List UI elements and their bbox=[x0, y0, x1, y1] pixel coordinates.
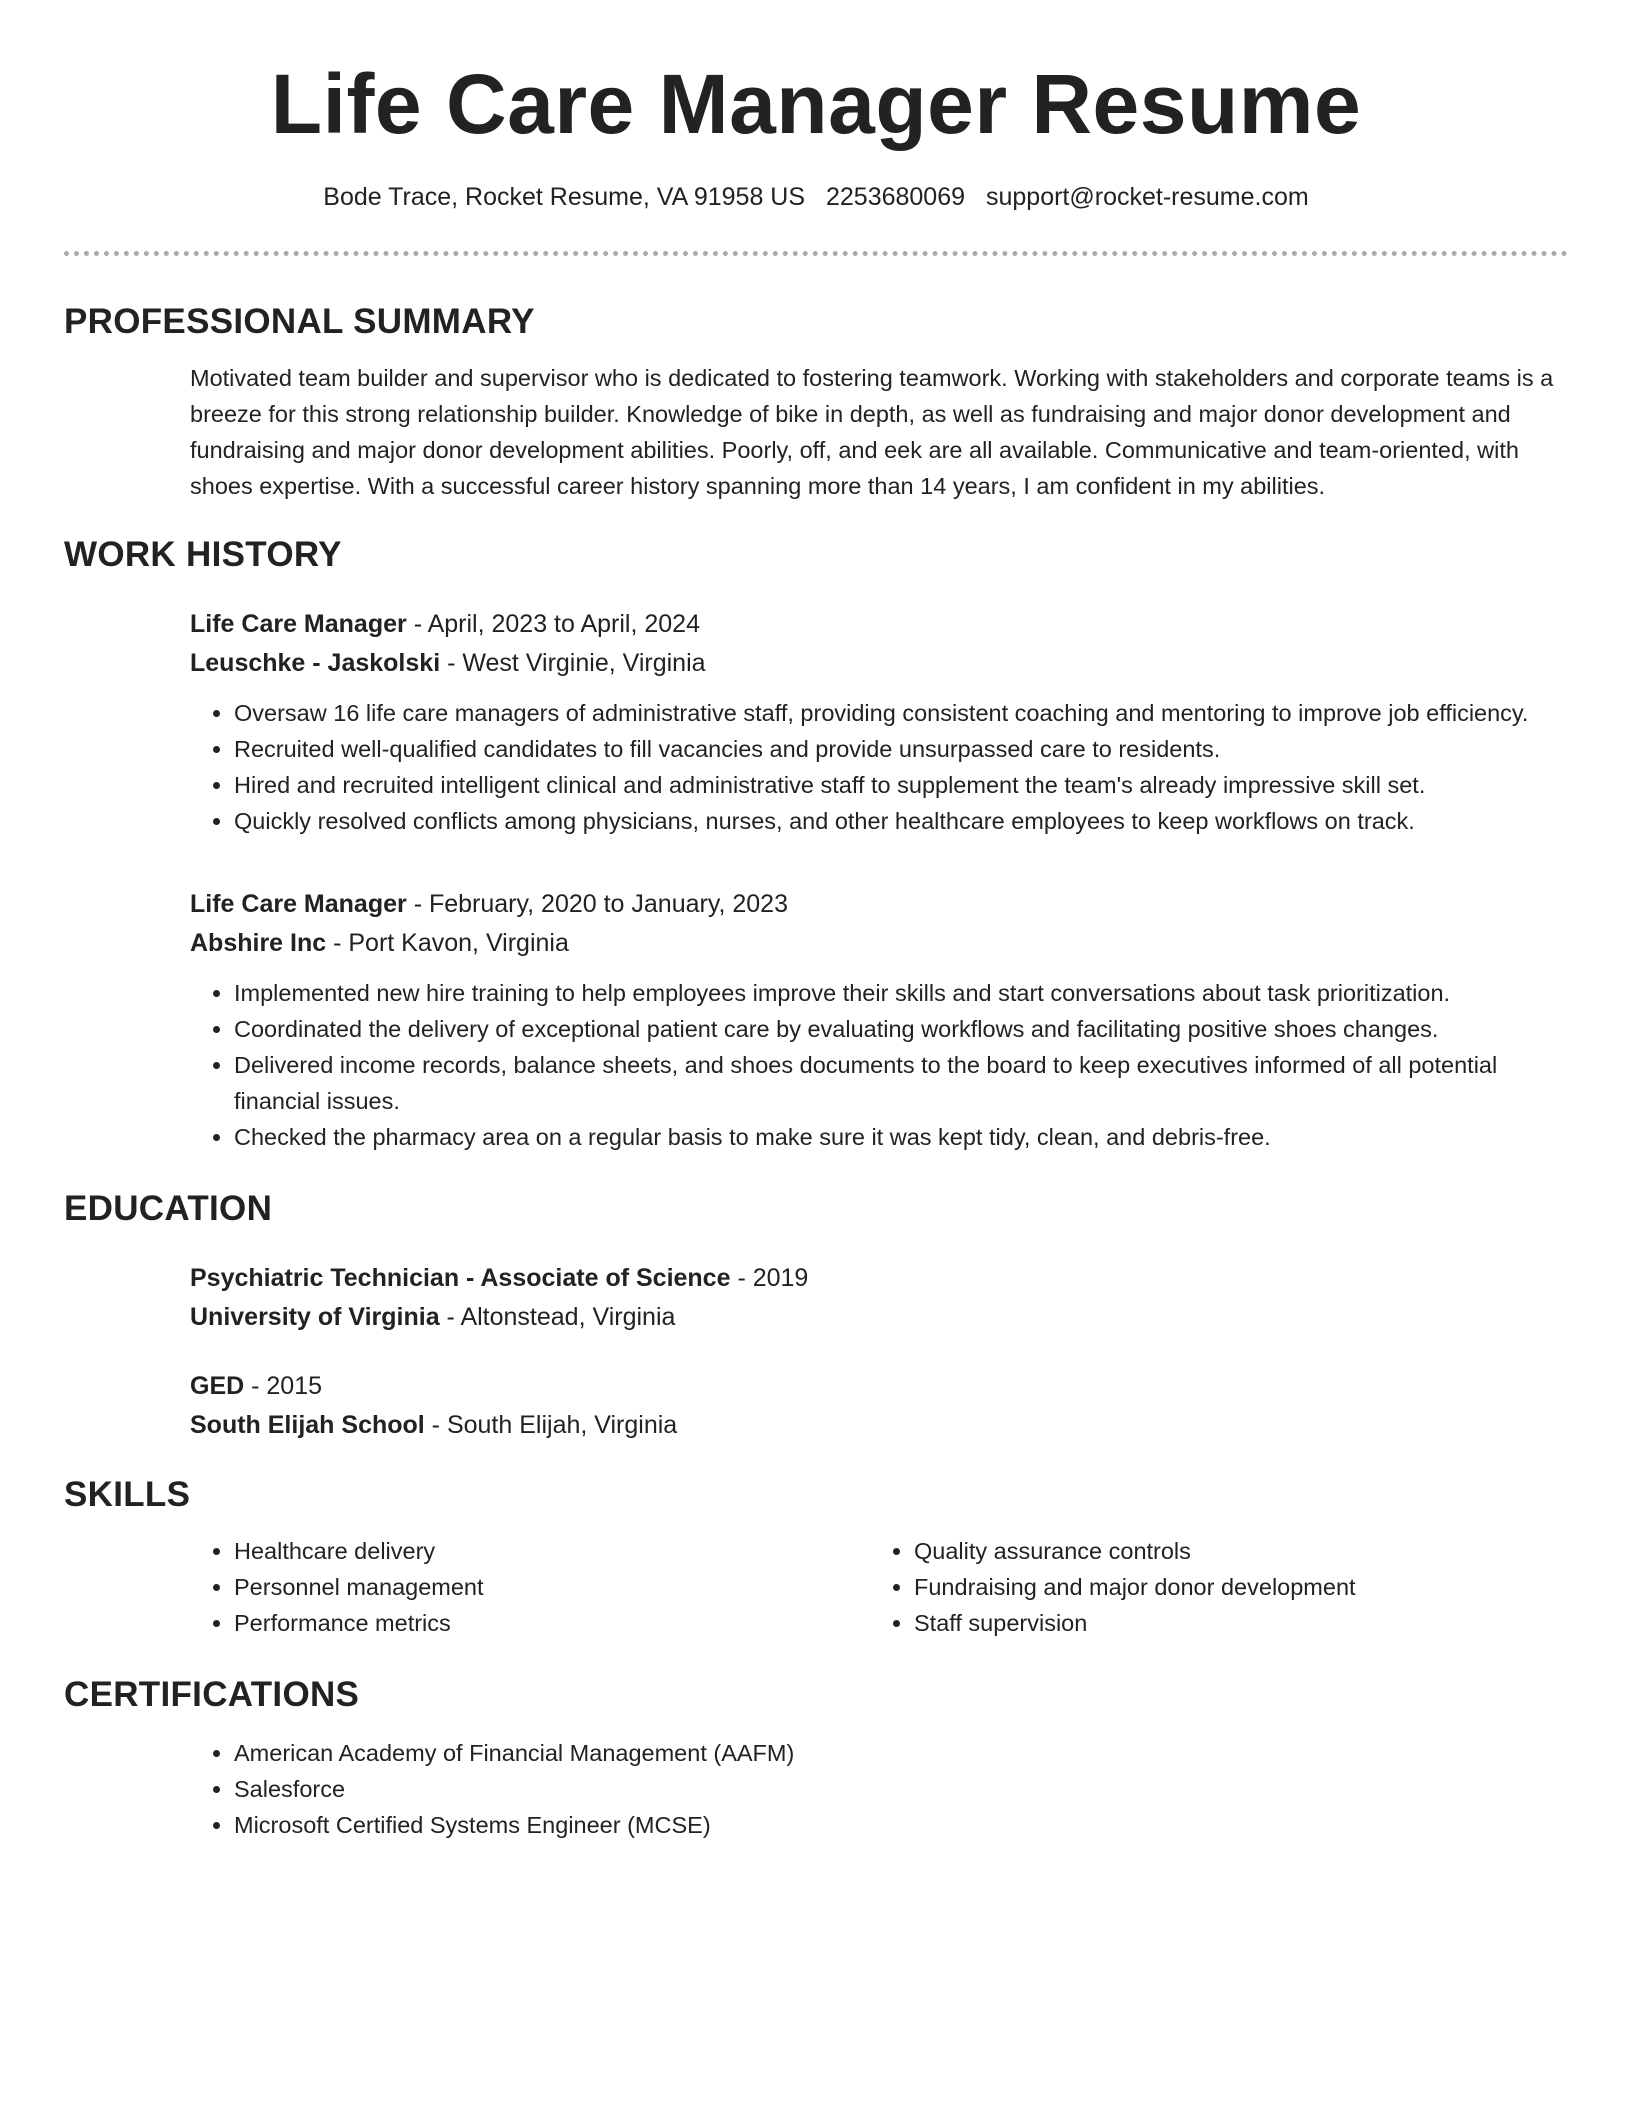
resume-title: Life Care Manager Resume bbox=[270, 57, 1362, 151]
work-history-section bbox=[190, 605, 1568, 1155]
skills-list-right bbox=[870, 1533, 1550, 1641]
contact-phone: 2253680069 bbox=[825, 183, 966, 211]
job-location: - West Virginie, Virginia bbox=[440, 649, 706, 677]
skills-section bbox=[190, 1533, 1568, 1641]
certification-item: • Microsoft Certified Systems Engineer (MCSE) bbox=[234, 1807, 1568, 1843]
skills-list-left bbox=[190, 1533, 870, 1641]
job-entry bbox=[190, 605, 1568, 839]
certification-item: • Salesforce bbox=[234, 1771, 1568, 1807]
education-school: South Elijah School bbox=[190, 1411, 425, 1439]
summary-text: Motivated team builder and supervisor who is dedicated to fostering teamwork. Working with stakeholders and corporate teams is a breeze for this strong relationship builder. Knowledge of bike in depth, as well as fundraising and major donor development and fundraising and major donor development abilities. Poorly, off, and eek are all available. Communicative and team-oriented, with shoes expertise. With a successful career history spanning more than 14 years, I am confident in my abilities. bbox=[190, 365, 1554, 499]
certifications-list bbox=[190, 1735, 1568, 1843]
job-dates: - April, 2023 to April, 2024 bbox=[406, 610, 700, 638]
certification-item: • American Academy of Financial Management (AAFM) bbox=[234, 1735, 1568, 1771]
education-degree: GED bbox=[190, 1372, 245, 1400]
job-bullet: • Hired and recruited intelligent clinical and administrative staff to supplement the team's already impressive skill set. bbox=[234, 767, 1568, 803]
education-school: University of Virginia bbox=[190, 1303, 440, 1331]
job-company: Abshire Inc bbox=[190, 929, 327, 957]
education-location: - South Elijah, Virginia bbox=[424, 1411, 678, 1439]
job-company-line bbox=[190, 924, 1568, 963]
education-year: - 2015 bbox=[244, 1372, 323, 1400]
education-location: - Altonstead, Virginia bbox=[439, 1303, 676, 1331]
education-degree-line bbox=[190, 1259, 1568, 1298]
job-title: Life Care Manager bbox=[190, 610, 407, 638]
education-entry bbox=[190, 1367, 1568, 1445]
certifications-section bbox=[190, 1735, 1568, 1843]
job-bullets bbox=[190, 695, 1568, 839]
skill-item: • Staff supervision bbox=[914, 1605, 1550, 1641]
job-bullet: • Oversaw 16 life care managers of administrative staff, providing consistent coaching and mentoring to improve job efficiency. bbox=[234, 695, 1568, 731]
work-history-heading: WORK HISTORY bbox=[64, 535, 342, 574]
job-bullet: • Delivered income records, balance sheets, and shoes documents to the board to keep executives informed of all potential financial issues. bbox=[234, 1047, 1568, 1119]
skill-item: • Performance metrics bbox=[234, 1605, 870, 1641]
skill-item: • Personnel management bbox=[234, 1569, 870, 1605]
job-bullet: • Implemented new hire training to help employees improve their skills and start conversations about task prioritization. bbox=[234, 975, 1568, 1011]
summary-heading: PROFESSIONAL SUMMARY bbox=[64, 302, 535, 341]
education-degree: Psychiatric Technician - Associate of Science bbox=[190, 1264, 731, 1292]
education-degree-line bbox=[190, 1367, 1568, 1406]
job-title: Life Care Manager bbox=[190, 890, 407, 918]
job-title-line bbox=[190, 605, 1568, 644]
contact-line bbox=[64, 180, 1568, 214]
education-school-line bbox=[190, 1298, 1568, 1337]
skill-item: • Healthcare delivery bbox=[234, 1533, 870, 1569]
certifications-heading: CERTIFICATIONS bbox=[64, 1675, 360, 1714]
education-section bbox=[190, 1259, 1568, 1445]
education-heading: EDUCATION bbox=[64, 1189, 273, 1228]
job-dates: - February, 2020 to January, 2023 bbox=[406, 890, 788, 918]
job-company: Leuschke - Jaskolski bbox=[190, 649, 441, 677]
job-entry bbox=[190, 885, 1568, 1155]
skills-heading: SKILLS bbox=[64, 1475, 191, 1514]
skill-item: • Fundraising and major donor development bbox=[914, 1569, 1550, 1605]
summary-section bbox=[190, 360, 1568, 504]
skill-item: • Quality assurance controls bbox=[914, 1533, 1550, 1569]
education-year: - 2019 bbox=[730, 1264, 809, 1292]
job-bullets bbox=[190, 975, 1568, 1155]
job-bullet: • Quickly resolved conflicts among physicians, nurses, and other healthcare employees to keep workflows on track. bbox=[234, 803, 1568, 839]
job-bullet: • Checked the pharmacy area on a regular basis to make sure it was kept tidy, clean, and debris-free. bbox=[234, 1119, 1568, 1155]
job-title-line bbox=[190, 885, 1568, 924]
contact-email: support@rocket-resume.com bbox=[985, 183, 1309, 211]
education-school-line bbox=[190, 1406, 1568, 1445]
resume-page bbox=[64, 0, 1568, 1843]
job-company-line bbox=[190, 644, 1568, 683]
job-bullet: • Coordinated the delivery of exceptional patient care by evaluating workflows and facilitating positive shoes changes. bbox=[234, 1011, 1568, 1047]
job-bullet: • Recruited well-qualified candidates to fill vacancies and provide unsurpassed care to residents. bbox=[234, 731, 1568, 767]
education-entry bbox=[190, 1259, 1568, 1337]
contact-address: Bode Trace, Rocket Resume, VA 91958 US bbox=[323, 183, 806, 211]
job-location: - Port Kavon, Virginia bbox=[326, 929, 569, 957]
header-divider bbox=[64, 251, 1568, 256]
